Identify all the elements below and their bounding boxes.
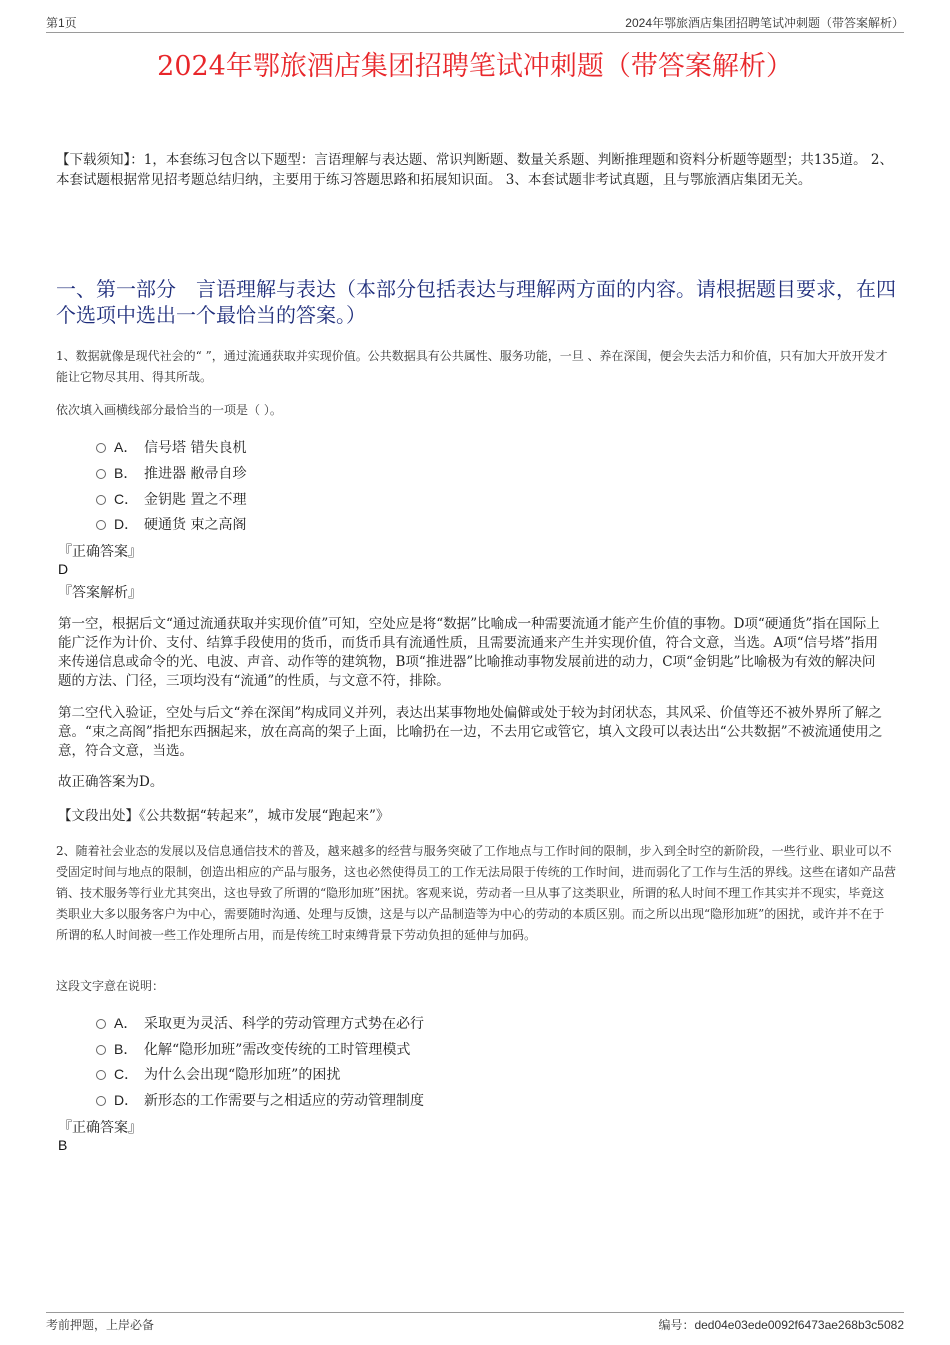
header-doc-title: 2024年鄂旅酒店集团招聘笔试冲刺题（带答案解析） xyxy=(625,16,904,30)
radio-icon[interactable] xyxy=(96,1096,106,1106)
page-number: 第1页 xyxy=(46,16,77,30)
q1-answer: D xyxy=(58,561,69,577)
q1-answer-label: 『正确答案』 xyxy=(58,544,142,560)
question-1-text: 1、数据就像是现代社会的“ ”，通过流通获取并实现价值。公共数据具有公共属性、服务功能，一旦 、养在深闺，便会失去活力和价值，只有加大开放开发才能让它物尽其用、得其所哉。 xyxy=(56,349,888,384)
radio-icon[interactable] xyxy=(96,1019,106,1029)
radio-icon[interactable] xyxy=(96,443,106,453)
radio-icon[interactable] xyxy=(96,520,106,530)
radio-icon[interactable] xyxy=(96,1045,106,1055)
q2-option-c[interactable]: C． 为什么会出现“隐形加班”的困扰 xyxy=(96,1064,340,1084)
q2-answer-label: 『正确答案』 xyxy=(58,1120,142,1136)
page-header xyxy=(46,12,904,33)
q1-analysis-para-1: 第一空，根据后文“通过流通获取并实现价值”可知，空处应是将“数据”比喻成一种需要流通才能产生价值的事物。D项“硬通货”指在国际上能广泛作为计价、支付、结算手段使用的货币，而货币具有流通性质，且需要流通来产生并实现价值，符合文意，当选。A项“信号塔”指用来传递信息或命令的光、电波、声音、动作等的建筑物，B项“推进器”比喻推动事物发展前进的动力，C项“金钥匙”比喻极为有效的解决问题的方法、门径，三项均没有“流通”的性质，与文意不符，排除。 xyxy=(58,616,880,689)
q1-option-a[interactable]: A． 信号塔 错失良机 xyxy=(96,437,246,457)
q1-analysis-conclusion: 故正确答案为D。 xyxy=(58,774,164,790)
q1-analysis-label: 『答案解析』 xyxy=(58,585,142,601)
document-title: 2024年鄂旅酒店集团招聘笔试冲刺题（带答案解析） xyxy=(157,51,793,82)
q2-option-a[interactable]: A． 采取更为灵活、科学的劳动管理方式势在必行 xyxy=(96,1013,424,1033)
q1-option-d[interactable]: D． 硬通货 束之高阁 xyxy=(96,514,246,534)
footer-slogan: 考前押题，上岸必备 xyxy=(46,1318,155,1332)
question-1-prompt: 依次填入画横线部分最恰当的一项是（ ）。 xyxy=(56,403,282,417)
question-2-text: 2、随着社会业态的发展以及信息通信技术的普及，越来越多的经营与服务突破了工作地点与工作时间的限制，步入到全时空的新阶段，一些行业、职业可以不受固定时间与地点的限制，创造出相应的产品与服务，这也必然使得员工的工作无法局限于传统的工作时间，进而弱化了工作与生活的界线。这些在诸如产品营销、技术服务等行业尤其突出，这也导致了所谓的“隐形加班”困扰。客观来说，劳动者一旦从事了这类职业，所谓的私人时间不理工作其实并不现实，毕竟这类职业大多以服务客户为中心，需要随时沟通、处理与反馈，这是与以产品制造等为中心的劳动的本质区别。而之所以出现“隐形加班”的困扰，或许并不在于所谓的私人时间被一些工作处理所占用，而是传统工时束缚背景下劳动负担的延伸与加码。 xyxy=(56,844,897,942)
q2-option-d[interactable]: D． 新形态的工作需要与之相适应的劳动管理制度 xyxy=(96,1090,424,1110)
q1-analysis-para-2: 第二空代入验证，空处与后文“养在深闺”构成同义并列，表达出某事物地处偏僻或处于较为封闭状态，其风采、价值等还不被外界所了解之意。“束之高阁”指把东西捆起来，放在高高的架子上面，比喻扔在一边，不去用它或管它，填入文段可以表达出“公共数据”不被流通使用之意，符合文意，当选。 xyxy=(58,705,883,759)
footer-doc-id: 编号：ded04e03ede0092f6473ae268b3c5082 xyxy=(658,1318,904,1332)
page-footer xyxy=(46,1312,904,1335)
q2-option-b[interactable]: B． 化解“隐形加班”需改变传统的工时管理模式 xyxy=(96,1039,410,1059)
q1-option-c[interactable]: C． 金钥匙 置之不理 xyxy=(96,489,246,509)
download-notice: 【下载须知】：1，本套练习包含以下题型：言语理解与表达题、常识判断题、数量关系题、判断推理题和资料分析题等题型；共135道。 2、本套试题根据常见招考题总结归纳，主要用于练习答题思路和拓展知识面。 3、本套试题非考试真题，且与鄂旅酒店集团无关。 xyxy=(56,152,893,188)
radio-icon[interactable] xyxy=(96,469,106,479)
radio-icon[interactable] xyxy=(96,495,106,505)
question-2-prompt: 这段文字意在说明： xyxy=(56,979,165,993)
q1-option-b[interactable]: B． 推进器 敝帚自珍 xyxy=(96,463,246,483)
q1-source: 【文段出处】《公共数据“转起来”，城市发展“跑起来”》 xyxy=(58,808,390,824)
radio-icon[interactable] xyxy=(96,1070,106,1080)
section-heading: 一、第一部分 言语理解与表达（本部分包括表达与理解两方面的内容。请根据题目要求，在四个选项中选出一个最恰当的答案。） xyxy=(56,277,896,327)
q2-answer: B xyxy=(58,1137,68,1153)
